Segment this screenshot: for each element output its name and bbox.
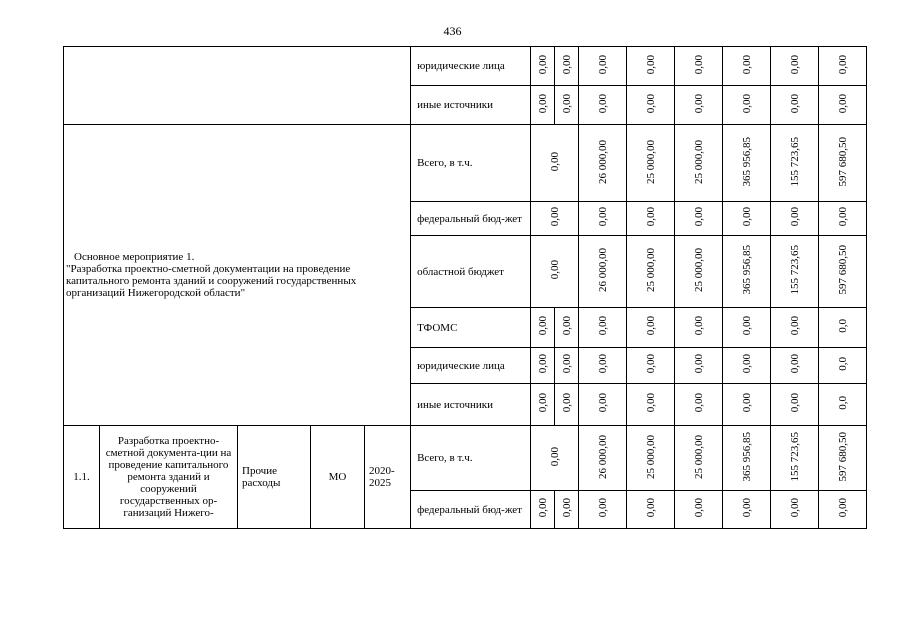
value-text: 0,00 bbox=[740, 93, 753, 114]
value-cell bbox=[627, 236, 675, 308]
value-text: 0,0 bbox=[836, 319, 849, 333]
value-text: 365 956,85 bbox=[740, 136, 753, 187]
item-description: Разработка проектно-сметной документа-ции на проведение капитального ремонта зданий и сооружений государственных ор-ганизаций Нижего- bbox=[100, 426, 238, 529]
value-text: 0,00 bbox=[836, 207, 849, 227]
value-text: 365 956,85 bbox=[740, 245, 753, 295]
value-cell bbox=[819, 86, 867, 125]
source-label: Всего, в т.ч. bbox=[411, 426, 531, 491]
value-cell bbox=[723, 47, 771, 86]
value-cell bbox=[819, 125, 867, 202]
value-cell bbox=[627, 47, 675, 86]
value-text: 155 723,65 bbox=[788, 431, 801, 482]
value-cell bbox=[723, 308, 771, 348]
table-row bbox=[64, 47, 905, 86]
value-text: 0,00 bbox=[788, 316, 801, 336]
value-text: 0,00 bbox=[740, 207, 753, 227]
value-text: 155 723,65 bbox=[788, 245, 801, 295]
value-text: 0,00 bbox=[644, 316, 657, 336]
value-text: 0,00 bbox=[692, 393, 705, 413]
value-text: 0,00 bbox=[740, 498, 753, 518]
value-text: 25 000,00 bbox=[692, 248, 705, 292]
value-cell bbox=[675, 47, 723, 86]
value-cell bbox=[819, 47, 867, 86]
value-text: 0,00 bbox=[596, 93, 609, 114]
value-cell bbox=[627, 426, 675, 491]
value-cell bbox=[555, 86, 579, 125]
value-cell bbox=[819, 236, 867, 308]
value-text: 0,00 bbox=[644, 393, 657, 413]
value-text: 0,00 bbox=[692, 316, 705, 336]
empty-title-cell bbox=[64, 47, 411, 125]
value-text: 0,00 bbox=[692, 54, 705, 75]
value-cell bbox=[771, 308, 819, 348]
value-cell bbox=[579, 491, 627, 529]
value-text: 0,00 bbox=[548, 446, 561, 467]
value-text: 25 000,00 bbox=[644, 434, 657, 479]
table-body bbox=[64, 47, 905, 529]
value-cell bbox=[771, 348, 819, 384]
value-cell bbox=[531, 491, 555, 529]
funding-table bbox=[63, 46, 905, 529]
value-cell bbox=[723, 86, 771, 125]
value-text: 0,00 bbox=[692, 354, 705, 374]
value-cell bbox=[819, 202, 867, 236]
value-text: 597 680,50 bbox=[836, 245, 849, 295]
value-cell bbox=[675, 348, 723, 384]
value-cell bbox=[771, 202, 819, 236]
value-cell bbox=[723, 236, 771, 308]
value-text: 0,00 bbox=[644, 354, 657, 374]
value-text: 0,00 bbox=[536, 393, 549, 413]
executor: МО bbox=[311, 426, 365, 529]
value-text: 0,00 bbox=[788, 93, 801, 114]
value-cell bbox=[723, 348, 771, 384]
value-text: 0,00 bbox=[788, 393, 801, 413]
value-cell bbox=[579, 125, 627, 202]
value-text: 0,00 bbox=[596, 354, 609, 374]
value-cell bbox=[771, 125, 819, 202]
value-cell bbox=[579, 308, 627, 348]
value-cell bbox=[675, 308, 723, 348]
value-cell bbox=[627, 308, 675, 348]
value-cell bbox=[531, 426, 579, 491]
value-text: 597 680,50 bbox=[836, 431, 849, 482]
value-text: 0,00 bbox=[740, 54, 753, 75]
value-text: 0,00 bbox=[644, 93, 657, 114]
value-text: 0,00 bbox=[644, 54, 657, 75]
value-text: 0,00 bbox=[596, 316, 609, 336]
value-cell bbox=[579, 202, 627, 236]
value-cell bbox=[819, 491, 867, 529]
value-cell bbox=[531, 47, 555, 86]
value-text: 0,00 bbox=[692, 207, 705, 227]
value-text: 597 680,50 bbox=[836, 136, 849, 187]
source-label: Всего, в т.ч. bbox=[411, 125, 531, 202]
value-cell bbox=[771, 86, 819, 125]
value-text: 0,00 bbox=[836, 54, 849, 75]
value-cell bbox=[531, 202, 579, 236]
value-cell bbox=[771, 384, 819, 426]
value-cell bbox=[675, 125, 723, 202]
value-text: 25 000,00 bbox=[692, 434, 705, 479]
value-text: 365 956,85 bbox=[740, 431, 753, 482]
value-cell bbox=[819, 348, 867, 384]
value-cell bbox=[723, 384, 771, 426]
value-text: 0,00 bbox=[644, 498, 657, 518]
value-cell bbox=[675, 86, 723, 125]
value-cell bbox=[627, 491, 675, 529]
value-cell bbox=[555, 491, 579, 529]
value-text: 0,00 bbox=[548, 207, 561, 227]
value-text: 0,00 bbox=[536, 498, 549, 518]
value-text: 26 000,00 bbox=[596, 139, 609, 184]
value-cell bbox=[723, 491, 771, 529]
value-text: 0,00 bbox=[536, 54, 549, 75]
value-text: 0,00 bbox=[788, 207, 801, 227]
value-text: 26 000,00 bbox=[596, 434, 609, 479]
value-cell bbox=[627, 125, 675, 202]
value-text: 0,00 bbox=[788, 354, 801, 374]
value-cell bbox=[771, 426, 819, 491]
value-text: 25 000,00 bbox=[644, 139, 657, 184]
value-cell bbox=[723, 125, 771, 202]
value-text: 0,00 bbox=[788, 498, 801, 518]
source-label: юридические лица bbox=[411, 348, 531, 384]
value-cell bbox=[579, 47, 627, 86]
value-cell bbox=[675, 426, 723, 491]
source-label: ТФОМС bbox=[411, 308, 531, 348]
value-cell bbox=[579, 86, 627, 125]
table-row bbox=[64, 125, 905, 202]
value-cell bbox=[723, 202, 771, 236]
value-cell bbox=[579, 384, 627, 426]
main-activity-title bbox=[64, 125, 411, 426]
value-text: 0,00 bbox=[740, 393, 753, 413]
value-cell bbox=[723, 426, 771, 491]
value-cell bbox=[819, 384, 867, 426]
value-text: 26 000,00 bbox=[596, 248, 609, 292]
value-text: 0,00 bbox=[560, 393, 573, 413]
source-label: иные источники bbox=[411, 86, 531, 125]
main-activity-heading: Основное мероприятие 1. bbox=[74, 251, 195, 263]
value-cell bbox=[771, 236, 819, 308]
value-cell bbox=[531, 86, 555, 125]
value-text: 0,00 bbox=[560, 498, 573, 518]
value-cell bbox=[555, 348, 579, 384]
period: 2020-2025 bbox=[365, 426, 411, 529]
value-text: 0,00 bbox=[788, 54, 801, 75]
value-text: 0,00 bbox=[536, 354, 549, 374]
expense-type: Прочие расходы bbox=[238, 426, 311, 529]
value-text: 0,00 bbox=[548, 151, 561, 172]
value-cell bbox=[531, 308, 555, 348]
value-cell bbox=[627, 384, 675, 426]
value-text: 0,00 bbox=[596, 498, 609, 518]
value-cell bbox=[531, 384, 555, 426]
value-text: 0,00 bbox=[536, 93, 549, 114]
value-cell bbox=[531, 125, 579, 202]
value-text: 0,00 bbox=[596, 54, 609, 75]
value-text: 0,00 bbox=[740, 316, 753, 336]
value-text: 0,00 bbox=[644, 207, 657, 227]
value-cell bbox=[771, 491, 819, 529]
value-cell bbox=[627, 86, 675, 125]
value-text: 0,00 bbox=[596, 393, 609, 413]
source-label: иные источники bbox=[411, 384, 531, 426]
value-cell bbox=[771, 47, 819, 86]
value-cell bbox=[675, 491, 723, 529]
value-text: 0,00 bbox=[560, 354, 573, 374]
value-cell bbox=[819, 308, 867, 348]
value-text: 0,00 bbox=[836, 498, 849, 518]
source-label: федеральный бюд-жет bbox=[411, 491, 531, 529]
value-text: 155 723,65 bbox=[788, 136, 801, 187]
page-number: 436 bbox=[443, 24, 462, 38]
value-cell bbox=[675, 236, 723, 308]
value-text: 0,00 bbox=[560, 93, 573, 114]
value-cell bbox=[555, 384, 579, 426]
value-text: 25 000,00 bbox=[692, 139, 705, 184]
value-cell bbox=[675, 384, 723, 426]
value-text: 0,00 bbox=[536, 316, 549, 336]
value-cell bbox=[627, 348, 675, 384]
value-cell bbox=[675, 202, 723, 236]
value-text: 0,0 bbox=[836, 357, 849, 371]
value-cell bbox=[579, 236, 627, 308]
value-cell bbox=[819, 426, 867, 491]
main-activity-text: "Разработка проектно-сметной документации на проведение капитального ремонта зданий и сооружений государственных организаций Нижегородской области" bbox=[66, 263, 357, 299]
value-text: 0,00 bbox=[560, 54, 573, 75]
table-row bbox=[64, 426, 905, 491]
value-cell bbox=[531, 348, 555, 384]
value-cell bbox=[579, 426, 627, 491]
value-text: 0,00 bbox=[740, 354, 753, 374]
value-text: 0,00 bbox=[836, 93, 849, 114]
value-text: 25 000,00 bbox=[644, 248, 657, 292]
source-label: юридические лица bbox=[411, 47, 531, 86]
value-text: 0,00 bbox=[548, 260, 561, 280]
item-number: 1.1. bbox=[64, 426, 100, 529]
source-label: областной бюджет bbox=[411, 236, 531, 308]
value-cell bbox=[555, 308, 579, 348]
value-text: 0,00 bbox=[560, 316, 573, 336]
value-cell bbox=[579, 348, 627, 384]
value-text: 0,00 bbox=[596, 207, 609, 227]
value-cell bbox=[555, 47, 579, 86]
value-text: 0,00 bbox=[692, 93, 705, 114]
value-text: 0,0 bbox=[836, 396, 849, 410]
value-cell bbox=[627, 202, 675, 236]
value-cell bbox=[531, 236, 579, 308]
source-label: федеральный бюд-жет bbox=[411, 202, 531, 236]
value-text: 0,00 bbox=[692, 498, 705, 518]
